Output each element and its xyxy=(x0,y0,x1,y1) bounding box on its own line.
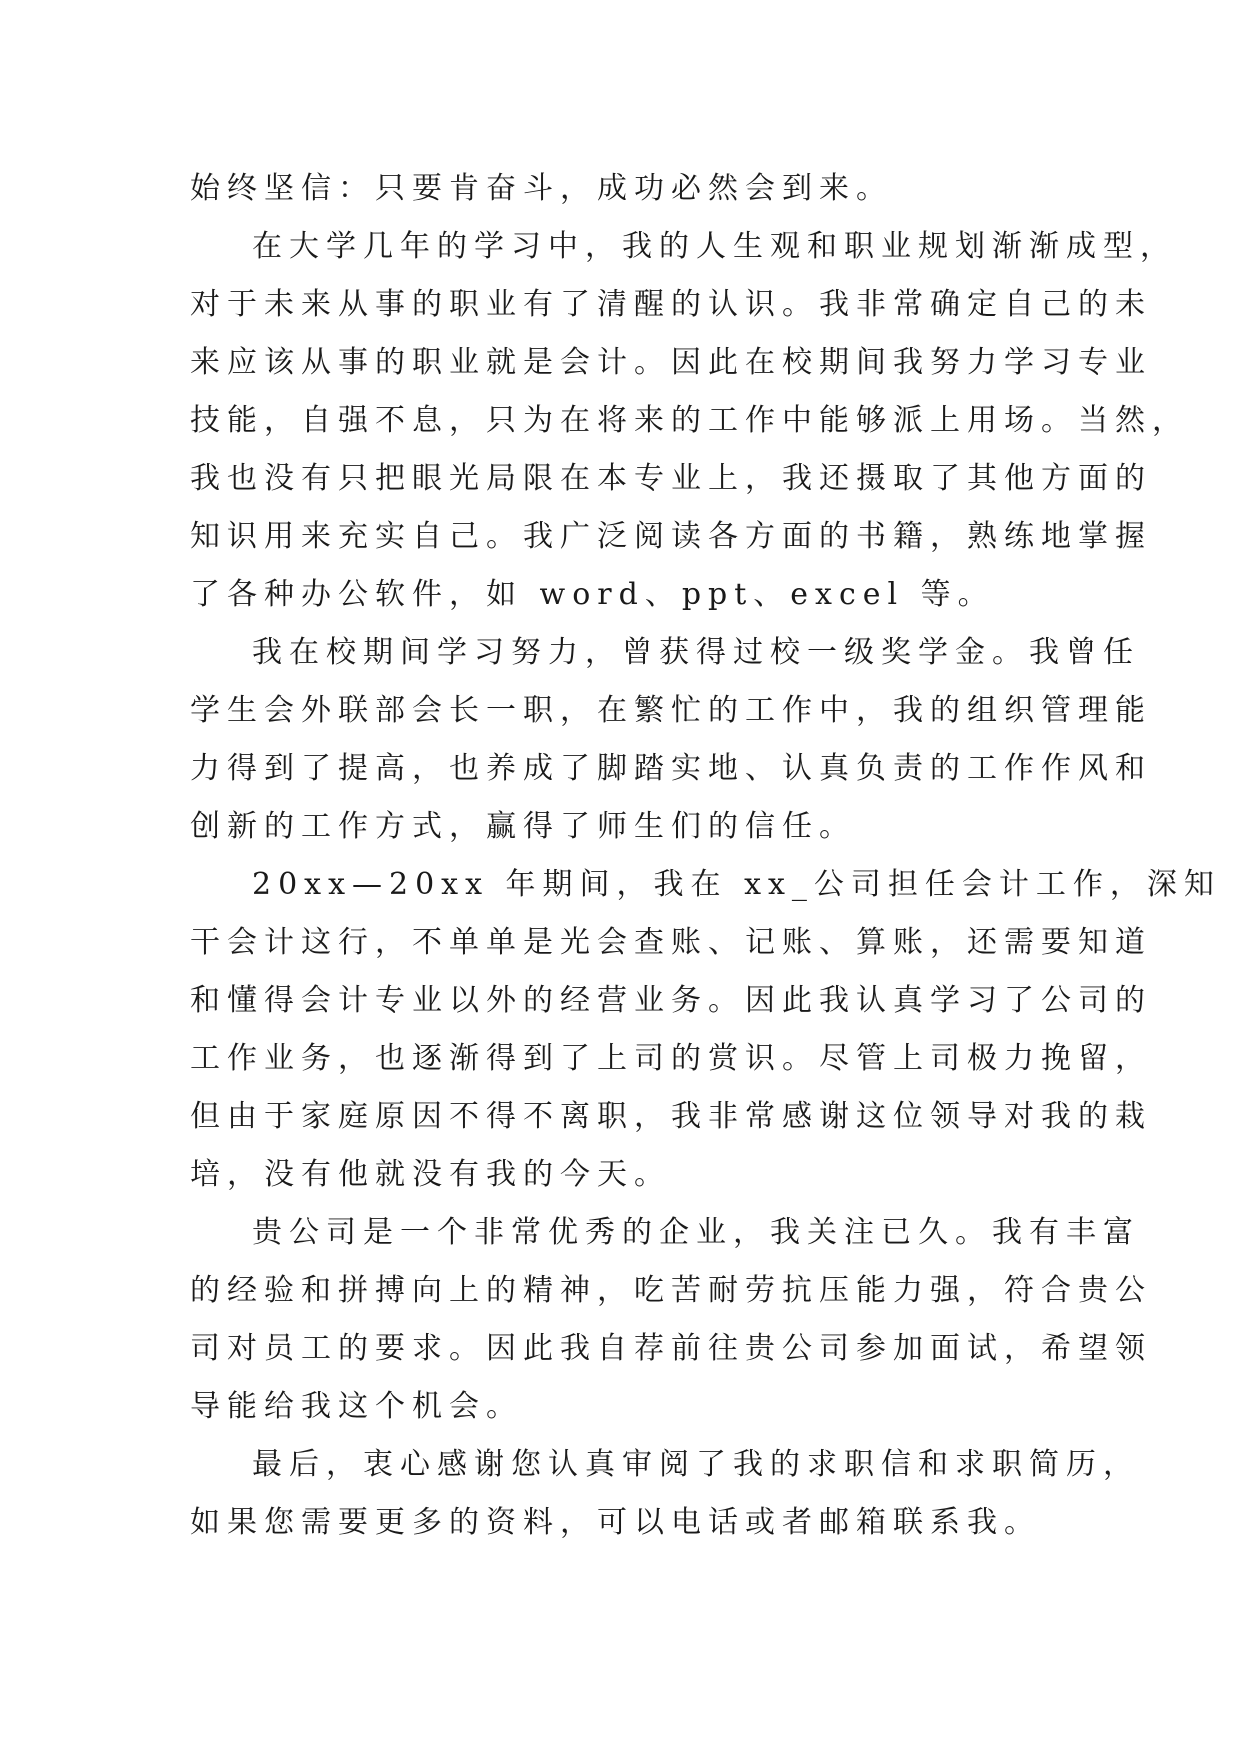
text-line: 力得到了提高，也养成了脚踏实地、认真负责的工作作风和 xyxy=(190,751,1152,786)
text-line: 导能给我这个机会。 xyxy=(190,1389,523,1424)
text-line: 我也没有只把眼光局限在本专业上，我还摄取了其他方面的 xyxy=(190,461,1152,496)
text-line: 对于未来从事的职业有了清醒的认识。我非常确定自己的未 xyxy=(190,287,1152,322)
text-line: 在大学几年的学习中，我的人生观和职业规划渐渐成型， xyxy=(252,229,1177,264)
text-line: 始终坚信：只要肯奋斗，成功必然会到来。 xyxy=(190,171,893,206)
text-line: 和懂得会计专业以外的经营业务。因此我认真学习了公司的 xyxy=(190,983,1152,1018)
text-line: 司对员工的要求。因此我自荐前往贵公司参加面试，希望领 xyxy=(190,1331,1152,1366)
text-line: 的经验和拼搏向上的精神，吃苦耐劳抗压能力强，符合贵公 xyxy=(190,1273,1152,1308)
paragraph xyxy=(190,160,1070,218)
text-line: 我在校期间学习努力，曾获得过校一级奖学金。我曾任 xyxy=(252,635,1140,670)
text-line: 创新的工作方式，赢得了师生们的信任。 xyxy=(190,809,856,844)
text-line: 学生会外联部会长一职，在繁忙的工作中，我的组织管理能 xyxy=(190,693,1152,728)
text-line: 培，没有他就没有我的今天。 xyxy=(190,1157,671,1192)
text-line: 如果您需要更多的资料，可以电话或者邮箱联系我。 xyxy=(190,1505,1041,1540)
paragraph xyxy=(190,1204,1152,1436)
text-line: 工作业务，也逐渐得到了上司的赏识。尽管上司极力挽留， xyxy=(190,1041,1152,1076)
text-line: 干会计这行，不单单是光会查账、记账、算账，还需要知道 xyxy=(190,925,1152,960)
text-line: 来应该从事的职业就是会计。因此在校期间我努力学习专业 xyxy=(190,345,1152,380)
text-line: 技能，自强不息，只为在将来的工作中能够派上用场。当然， xyxy=(190,403,1189,438)
text-line: 了各种办公软件，如 word、ppt、excel 等。 xyxy=(190,577,995,612)
text-line: 但由于家庭原因不得不离职，我非常感谢这位领导对我的栽 xyxy=(190,1099,1152,1134)
letter-body xyxy=(190,160,1221,1552)
text-line: 20xx—20xx 年期间，我在 xx_公司担任会计工作，深知 xyxy=(252,867,1221,902)
paragraph xyxy=(190,218,1189,624)
text-line: 最后，衷心感谢您认真审阅了我的求职信和求职简历， xyxy=(252,1447,1140,1482)
paragraph xyxy=(190,1436,1140,1552)
paragraph xyxy=(190,856,1221,1204)
text-line: 知识用来充实自己。我广泛阅读各方面的书籍，熟练地掌握 xyxy=(190,519,1152,554)
text-line: 贵公司是一个非常优秀的企业，我关注已久。我有丰富 xyxy=(252,1215,1140,1250)
paragraph xyxy=(190,624,1152,856)
